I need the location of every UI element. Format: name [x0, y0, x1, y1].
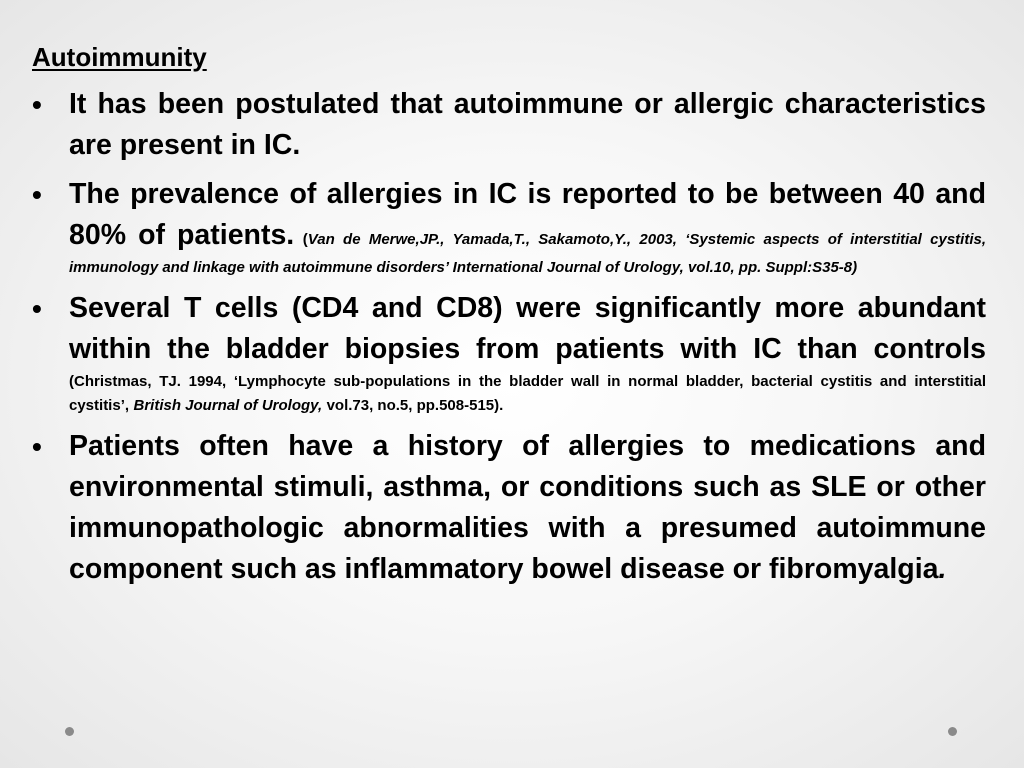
- decorative-dot-icon: [65, 727, 74, 736]
- bullet-marker: •: [32, 431, 42, 462]
- bullet-item: [32, 84, 986, 166]
- slide-heading: Autoimmunity: [32, 42, 207, 72]
- bullet-item: [32, 426, 986, 590]
- decorative-dot-icon: [948, 727, 957, 736]
- bullet-text: It has been postulated that autoimmune or allergic characteristics are present in IC.: [69, 88, 986, 161]
- citation-journal: British Journal of Urology,: [133, 397, 323, 414]
- bullet-marker: •: [32, 179, 42, 210]
- citation-volume: vol.73, no.5, pp.508-515).: [326, 397, 504, 414]
- bullet-list: [32, 84, 986, 598]
- bullet-marker: •: [32, 293, 42, 324]
- bullet-marker: •: [32, 89, 42, 120]
- bullet-text-end: .: [938, 553, 947, 585]
- citation-text: Van de Merwe,JP., Yamada,T., Sakamoto,Y., 2003, ‘Systemic aspects of interstitial cystitis, immunology and linkage with autoimmune disorders’ International Journal of Urology, vol.10, pp. Suppl:S35-8): [69, 231, 986, 276]
- bullet-text: Patients often have a history of allergies to medications and environmental stimuli, asthma, or conditions such as SLE or other immunopathologic abnormalities with a presumed autoimmune component such as inflammatory bowel disease or fibromyalgia: [69, 430, 986, 585]
- bullet-text: Several T cells (CD4 and CD8) were significantly more abundant within the bladder biopsies from patients with IC than controls: [69, 292, 986, 365]
- bullet-text: The prevalence of allergies in IC is reported to be between 40 and 80% of patients.: [69, 178, 986, 251]
- citation-text: (Christmas, TJ. 1994, ‘Lymphocyte sub-populations in the bladder wall in normal bladder, bacterial cystitis and interstitial cystitis’,: [69, 373, 986, 414]
- citation-paren: (: [302, 231, 308, 248]
- bullet-item: [32, 174, 986, 280]
- bullet-item: [32, 288, 986, 418]
